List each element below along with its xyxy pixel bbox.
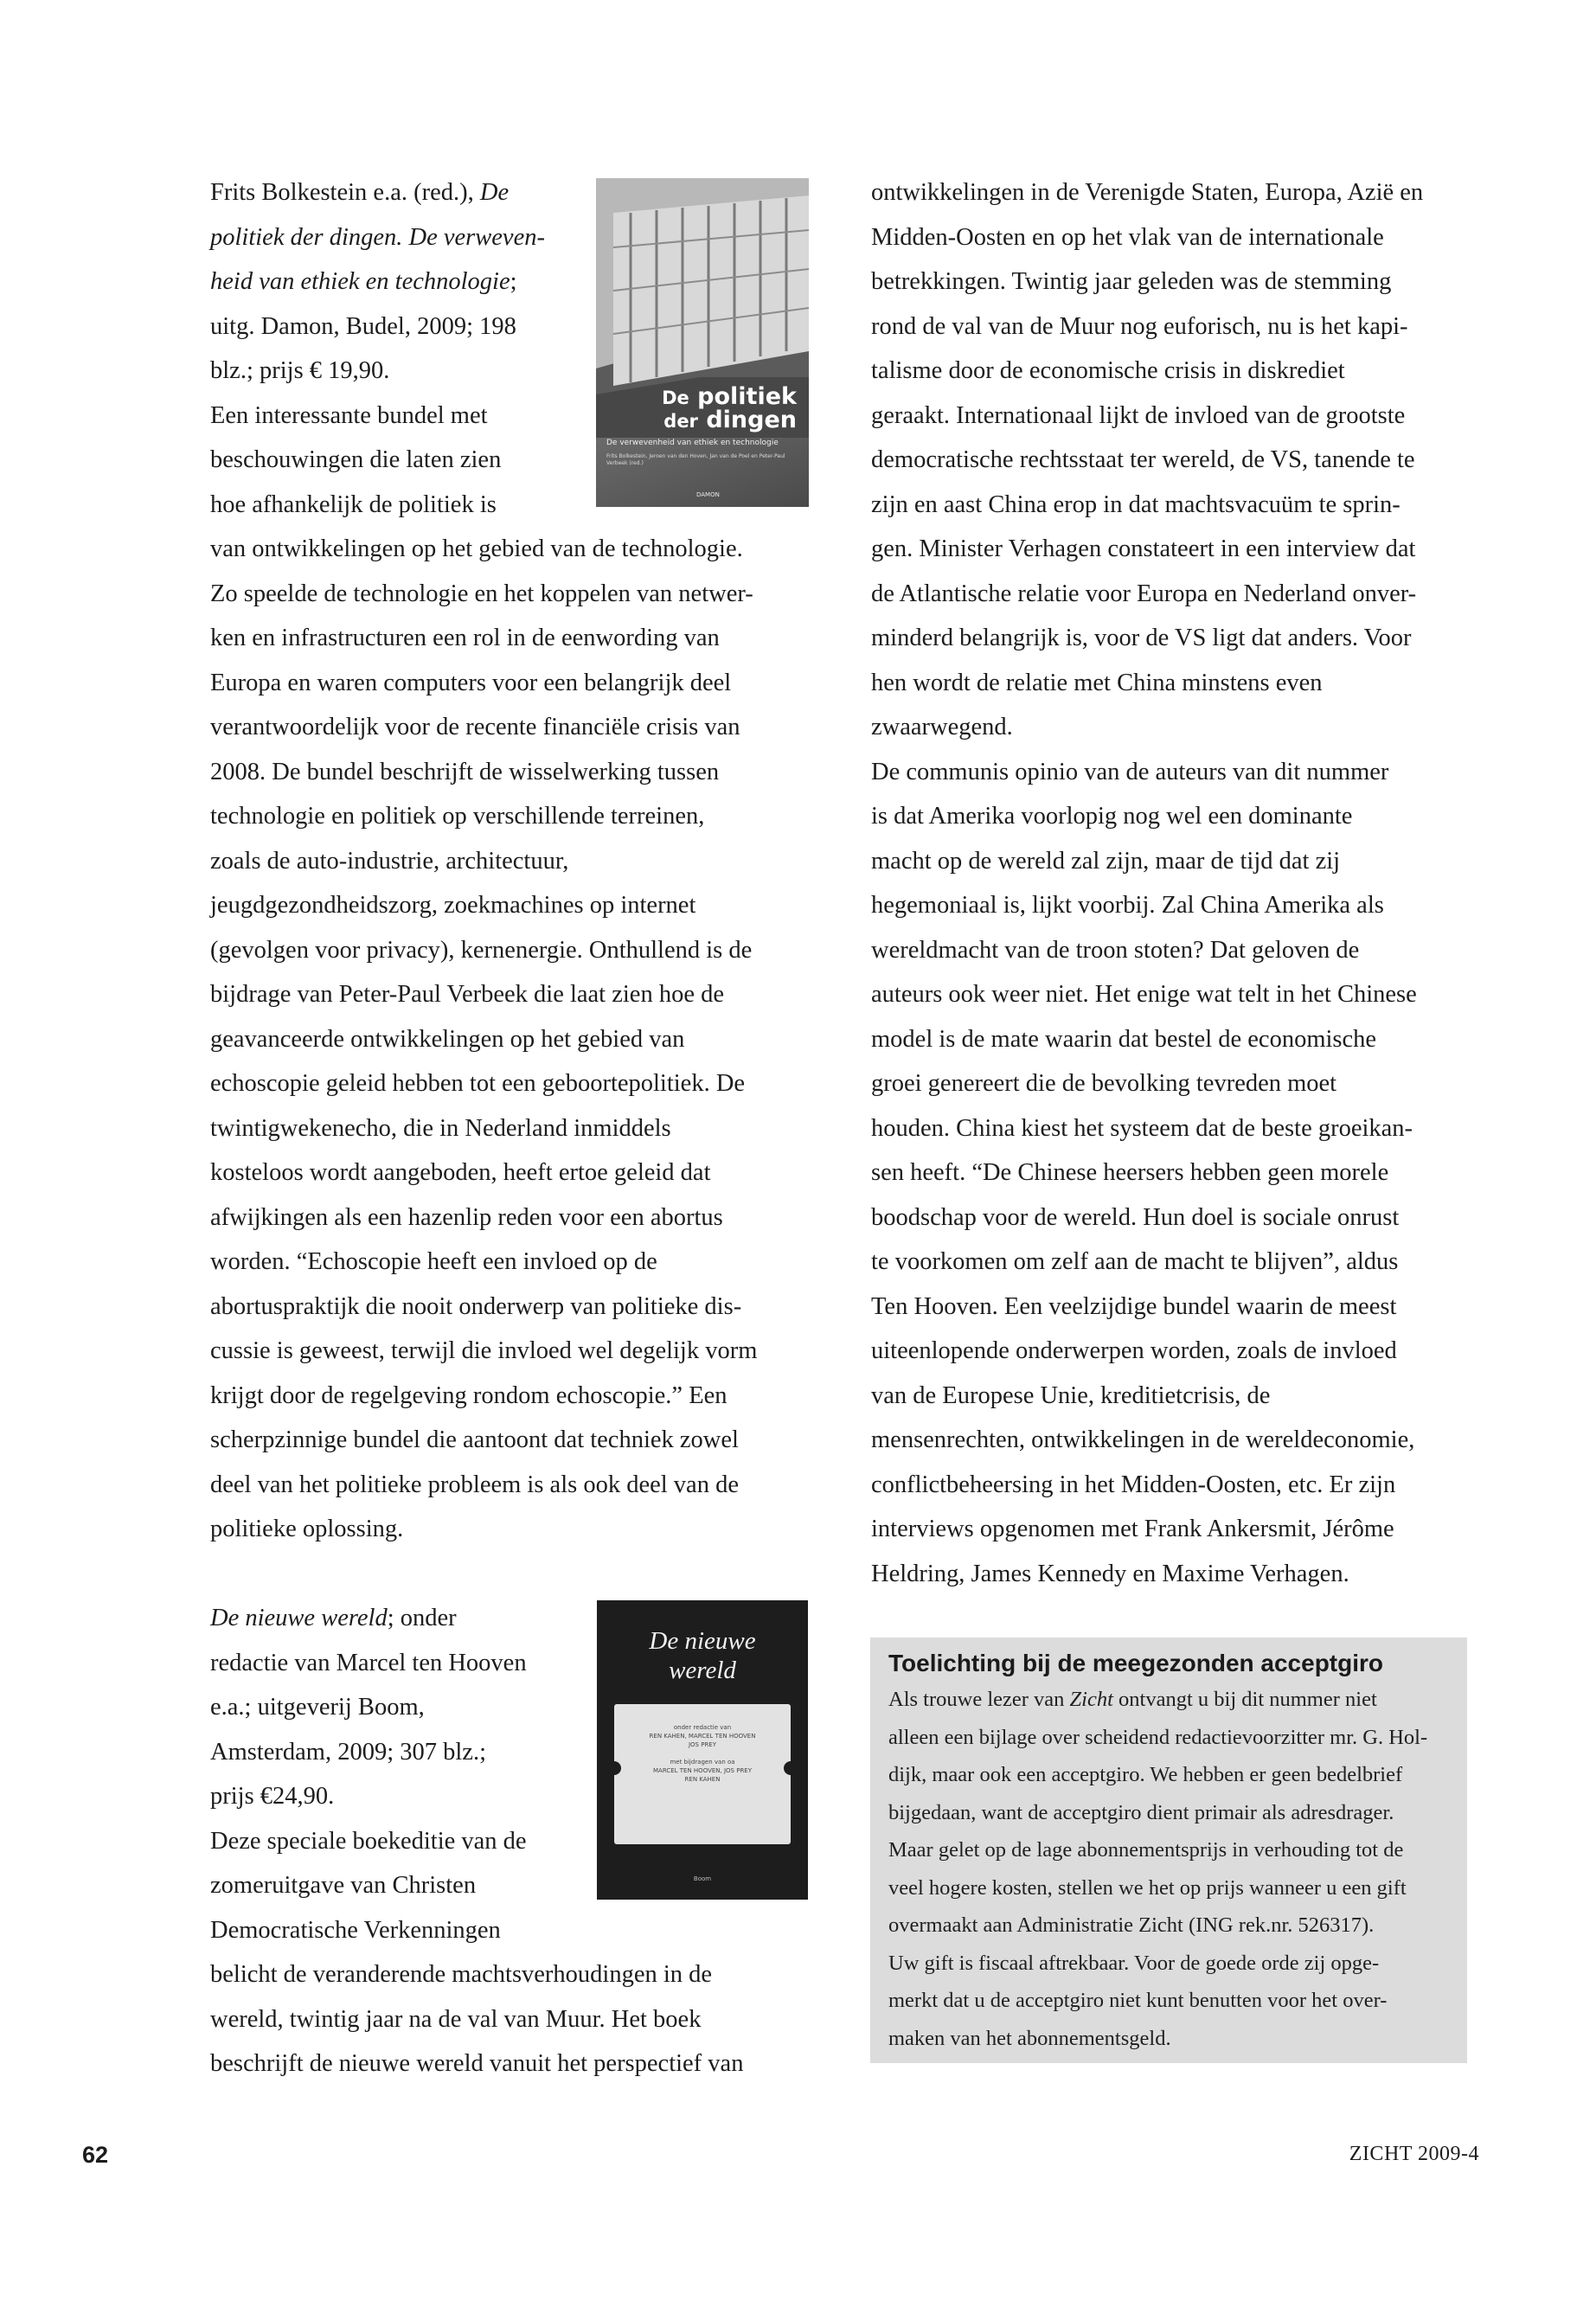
text-line: veel hogere kosten, stellen we het op prijs wanneer u een gift: [888, 1875, 1407, 1900]
text-line: uiteenlopende onderwerpen worden, zoals de invloed: [871, 1337, 1397, 1364]
text-line: uitg. Damon, Budel, 2009; 198: [210, 312, 516, 340]
text-line: conflictbeheersing in het Midden-Oosten, etc. Er zijn: [871, 1471, 1396, 1498]
text-line: houden. China kiest het systeem dat de beste groeikan-: [871, 1114, 1413, 1142]
text-line: minderd belangrijk is, voor de VS ligt dat anders. Voor: [871, 625, 1412, 651]
text-line: zwaarwegend.: [871, 714, 1013, 740]
text-line: is dat Amerika voorlopig nog wel een dominante: [871, 803, 1353, 830]
text-line: geavanceerde ontwikkelingen op het gebied van: [210, 1025, 685, 1053]
paragraph-gap: [210, 1552, 816, 1597]
text-line: jeugdgezondheidszorg, zoekmachines op internet: [210, 892, 696, 919]
notice-title: Toelichting bij de meegezonden acceptgiro: [888, 1650, 1384, 1676]
text-line: Een interessante bundel met: [210, 401, 488, 429]
journal-issue: ZICHT 2009-4: [1349, 2143, 1479, 2165]
right-column: [871, 170, 1477, 1596]
text-line: zoals de auto-industrie, architectuur,: [210, 847, 569, 875]
text-line: dijk, maar ook een acceptgiro. We hebben er geen bedelbrief: [888, 1763, 1403, 1786]
text-line: van de Europese Unie, kreditietcrisis, de: [871, 1381, 1271, 1409]
cover-title: De nieuwe wereld: [649, 1627, 756, 1684]
cover-subtitle: De verwevenheid van ethiek en technologie: [606, 439, 779, 447]
acceptgiro-notice-box: [870, 1638, 1467, 2063]
cover-panel-text: JOS PREY: [688, 1741, 717, 1748]
text-line: groei genereert die de bevolking tevreden moet: [871, 1070, 1337, 1097]
page-number: 62: [82, 2142, 109, 2168]
text-line: Ten Hooven. Een veelzijdige bundel waarin de meest: [871, 1292, 1397, 1320]
text-line: twintigwekenecho, die in Nederland inmiddels: [210, 1114, 671, 1142]
text-line: kosteloos wordt aangeboden, heeft ertoe geleid dat: [210, 1159, 711, 1186]
text-line: Uw gift is fiscaal aftrekbaar. Voor de goede orde zij opge-: [888, 1951, 1380, 1975]
panel-notch-right: [784, 1761, 798, 1775]
text-line: Europa en waren computers voor een belangrijk deel: [210, 669, 732, 696]
text-line: ontwikkelingen in de Verenigde Staten, Europa, Azië en: [871, 179, 1424, 206]
cover-panel: [614, 1704, 791, 1844]
cover-panel-text: onder redactie van: [673, 1724, 732, 1731]
text-line: heid van ethiek en technologie;: [210, 268, 517, 295]
panel-notch-left: [607, 1761, 621, 1775]
text-line: rond de val van de Muur nog euforisch, nu is het kapi-: [871, 312, 1408, 340]
text-line: te voorkomen om zelf aan de macht te blijven”, aldus: [871, 1248, 1399, 1275]
text-line: De communis opinio van de auteurs van dit nummer: [871, 758, 1389, 785]
text-line: model is de mate waarin dat bestel de economische: [871, 1025, 1377, 1053]
text-line: echoscopie geleid hebben tot een geboortepolitiek. De: [210, 1070, 746, 1097]
text-line: Frits Bolkestein e.a. (red.), De: [210, 179, 510, 206]
notice-body: [888, 1681, 1427, 2057]
text-line: afwijkingen als een hazenlip reden voor een abortus: [210, 1203, 723, 1231]
text-line: wereldmacht van de troon stoten? Dat geloven de: [871, 936, 1360, 964]
text-line: hoe afhankelijk de politiek is: [210, 490, 497, 518]
text-line: beschouwingen die laten zien: [210, 446, 502, 473]
text-line: bijgedaan, want de acceptgiro dient primair als adresdrager.: [888, 1800, 1394, 1824]
text-line: hegemoniaal is, lijkt voorbij. Zal China Amerika als: [871, 892, 1384, 919]
text-line: politiek der dingen. De verweven-: [210, 223, 545, 251]
text-line: auteurs ook weer niet. Het enige wat telt in het Chinese: [871, 981, 1417, 1008]
cover-publisher: DAMON: [696, 491, 720, 498]
text-line: deel van het politieke probleem is als ook deel van de: [210, 1471, 739, 1498]
text-line: de Atlantische relatie voor Europa en Nederland onver-: [871, 580, 1417, 607]
book-cover-politiek-der-dingen: [596, 178, 809, 507]
text-line: krijgt door de regelgeving rondom echoscopie.” Een: [210, 1381, 727, 1409]
text-line: Maar gelet op de lage abonnementsprijs in verhouding tot de: [888, 1838, 1404, 1862]
book-cover-nieuwe-wereld: [597, 1600, 808, 1900]
text-line: van ontwikkelingen op het gebied van de technologie.: [210, 535, 743, 562]
text-line: e.a.; uitgeverij Boom,: [210, 1694, 425, 1721]
text-line: betrekkingen. Twintig jaar geleden was de stemming: [871, 268, 1392, 295]
text-line: ken en infrastructuren een rol in de eenwording van: [210, 625, 720, 651]
cover-panel-text: REN KAHEN: [684, 1776, 721, 1783]
cover-publisher: Boom: [693, 1875, 712, 1882]
text-line: redactie van Marcel ten Hooven: [210, 1649, 527, 1676]
text-line: Democratische Verkenningen: [210, 1916, 501, 1944]
text-line: blz.; prijs € 19,90.: [210, 357, 390, 384]
text-line: mensenrechten, ontwikkelingen in de wereldeconomie,: [871, 1426, 1415, 1453]
text-line: beschrijft de nieuwe wereld vanuit het perspectief van: [210, 2050, 744, 2077]
text-line: verantwoordelijk voor de recente financiële crisis van: [210, 714, 740, 740]
text-line: gen. Minister Verhagen constateert in een interview dat: [871, 535, 1416, 562]
text-line: (gevolgen voor privacy), kernenergie. Onthullend is de: [210, 936, 753, 964]
cover-panel-text: REN KAHEN, MARCEL TEN HOOVEN: [649, 1733, 756, 1740]
text-line: bijdrage van Peter-Paul Verbeek die laat zien hoe de: [210, 981, 724, 1008]
text-line: technologie en politiek op verschillende terreinen,: [210, 803, 705, 830]
text-line: zomeruitgave van Christen: [210, 1872, 477, 1899]
text-line: interviews opgenomen met Frank Ankersmit, Jérôme: [871, 1516, 1394, 1542]
text-line: politieke oplossing.: [210, 1516, 404, 1542]
text-line: democratische rechtsstaat ter wereld, de VS, tanende te: [871, 446, 1415, 473]
cover-panel-text: MARCEL TEN HOOVEN, JOS PREY: [652, 1767, 753, 1774]
text-line: talisme door de economische crisis in diskrediet: [871, 357, 1345, 384]
text-line: De nieuwe wereld; onder: [210, 1605, 457, 1631]
text-line: overmaakt aan Administratie Zicht (ING rek.nr. 526317).: [888, 1913, 1375, 1937]
text-line: sen heeft. “De Chinese heersers hebben geen morele: [871, 1159, 1389, 1186]
text-line: wereld, twintig jaar na de val van Muur. Het boek: [210, 2005, 702, 2033]
text-line: belicht de veranderende machtsverhoudingen in de: [210, 1961, 713, 1988]
text-line: scherpzinnige bundel die aantoont dat techniek zowel: [210, 1426, 739, 1453]
text-line: abortuspraktijk die nooit onderwerp van politieke dis-: [210, 1292, 742, 1320]
text-line: Heldring, James Kennedy en Maxime Verhagen.: [871, 1560, 1349, 1587]
text-line: alleen een bijlage over scheidend redactievoorzitter mr. G. Hol-: [888, 1725, 1428, 1749]
text-line: Amsterdam, 2009; 307 blz.;: [210, 1738, 486, 1766]
cover-panel-text: met bijdragen van oa: [670, 1759, 735, 1766]
text-line: zijn en aast China erop in dat machtsvacuüm te sprin-: [871, 490, 1401, 518]
text-line: prijs €24,90.: [210, 1783, 335, 1810]
text-line: Als trouwe lezer van Zicht ontvangt u bij dit nummer niet: [888, 1688, 1377, 1711]
text-line: Midden-Oosten en op het vlak van de internationale: [871, 223, 1384, 251]
cover-editors: Frits Bolkestein, Jeroen van den Hoven, Jan van de Poel en Peter-Paul Verbeek (red.): [606, 453, 785, 466]
text-line: 2008. De bundel beschrijft de wisselwerking tussen: [210, 758, 720, 785]
text-line: Deze speciale boekeditie van de: [210, 1827, 527, 1855]
text-line: cussie is geweest, terwijl die invloed wel degelijk vorm: [210, 1337, 758, 1364]
text-line: worden. “Echoscopie heeft een invloed op de: [210, 1248, 657, 1275]
text-line: Zo speelde de technologie en het koppelen van netwer-: [210, 580, 753, 607]
text-line: merkt dat u de acceptgiro niet kunt benutten voor het over-: [888, 1989, 1388, 2012]
text-line: hen wordt de relatie met China minstens even: [871, 669, 1323, 696]
text-line: macht op de wereld zal zijn, maar de tijd dat zij: [871, 847, 1341, 875]
cover-title: De politiek der dingen: [662, 383, 797, 433]
text-line: maken van het abonnementsgeld.: [888, 2026, 1171, 2050]
text-line: geraakt. Internationaal lijkt de invloed van de grootste: [871, 401, 1406, 429]
text-line: boodschap voor de wereld. Hun doel is sociale onrust: [871, 1203, 1400, 1231]
